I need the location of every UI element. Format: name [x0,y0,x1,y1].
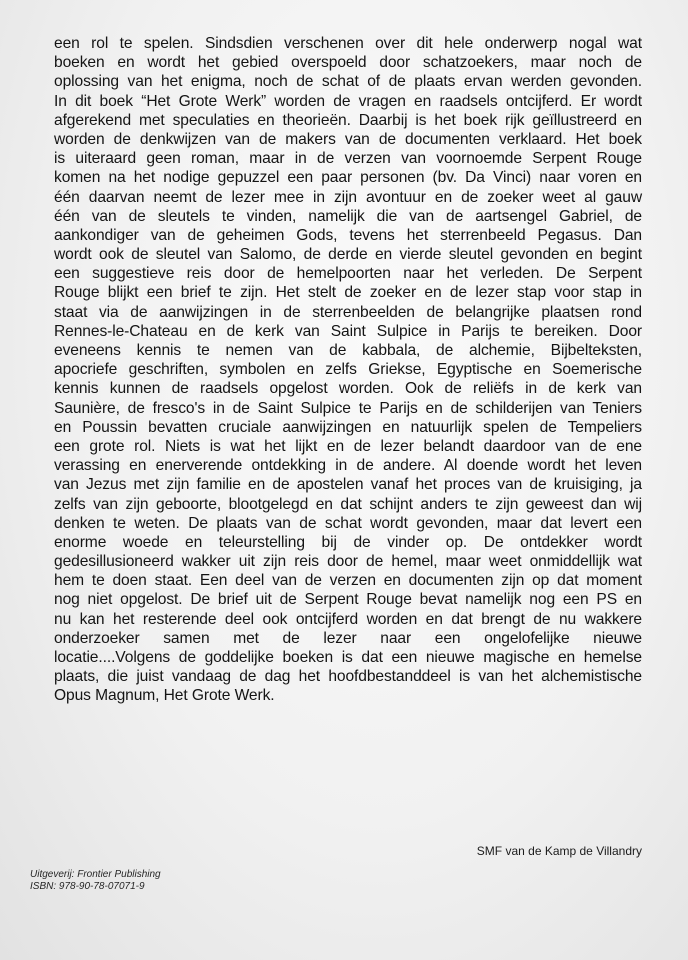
publisher-name: Uitgeverij: Frontier Publishing [30,869,161,880]
text-line: een suggestieve reis door de hemelpoorten naar het verleden. De Serpent [54,265,642,283]
text-line: In dit boek “Het Grote Werk” worden de vragen en raadsels ontcijferd. Er wordt [54,92,642,110]
text-line: Saunière, de fresco's in de Saint Sulpice te Parijs en de schilderijen van Teniers [54,399,642,417]
text-line: Rennes-le-Chateau en de kerk van Saint Sulpice in Parijs te bereiken. Door [54,322,642,340]
text-line: eveneens kennis te nemen van de kabbala, de alchemie, Bijbelteksten, [54,342,642,359]
text-line: een rol te spelen. Sindsdien verschenen over dit hele onderwerp nogal wat [54,35,642,52]
text-line: en Poussin bevatten cruciale aanwijzingen en natuurlijk spelen de Tempeliers [54,418,642,436]
author-signature: SMF van de Kamp de Villandry [476,844,642,858]
isbn: ISBN: 978-90-78-07071-9 [30,881,145,892]
text-line: Opus Magnum, Het Grote Werk. [54,687,275,705]
text-line: enorme woede en teleurstelling bij de vinder op. De ontdekker wordt [54,533,642,551]
text-line: één daarvan neemt de lezer mee in zijn avontuur en de zoeker weet al gauw [54,188,642,206]
body-text [54,34,642,706]
text-line: een grote rol. Niets is wat het lijkt en de lezer belandt daardoor van de ene [54,437,642,455]
text-line: plaats, die juist vandaag de dag het hoofdbestanddeel is van het alchemistische [54,668,642,686]
text-line: komen na het nodige gepuzzel een paar personen (bv. Da Vinci) naar voren en [54,169,642,187]
text-line: Rouge blijkt een brief te zijn. Het stelt de zoeker en de lezer stap voor stap in [54,284,642,302]
text-line: nu kan het resterende deel ook ontcijferd worden en dat brengt de nu wakkere [54,610,642,628]
text-line: is uiteraard geen roman, maar in de verzen van voornoemde Serpent Rouge [54,150,642,168]
text-line: afgerekend met speculaties en theorieën. Daarbij is het boek rijk geïllustreerd en [54,111,642,129]
text-line: hem te doen staat. Een deel van de verzen en documenten zijn op dat moment [54,572,642,590]
text-line: verassing en enerverende ontdekking in de andere. Al doende wordt het leven [54,457,642,475]
text-line: locatie....Volgens de goddelijke boeken is dat een nieuwe magische en hemelse [54,649,642,666]
text-line: onderzoeker samen met de lezer naar een ongelofelijke nieuwe [54,629,642,647]
text-line: kennis kunnen de raadsels opgelost worden. Ook de reliëfs in de kerk van [54,380,642,398]
text-line: zelfs van zijn geboorte, blootgelegd en dat schijnt anders te zijn geweest dan wij [54,495,642,513]
text-line: worden de denkwijzen van de makers van de documenten verklaard. Het boek [54,130,642,148]
text-line: aankondiger van de geheimen Gods, tevens het sterrenbeeld Pegasus. Dan [54,226,642,244]
text-line: één van de sleutels te vinden, namelijk die van de aartsengel Gabriel, de [54,207,642,225]
text-line: wordt ook de sleutel van Salomo, de derde en vierde sleutel gevonden en begint [54,246,642,264]
text-line: denken te weten. De plaats van de schat wordt gevonden, maar dat levert een [54,514,642,532]
text-line: gedesillusioneerd wakker uit zijn reis door de hemel, maar weet onmiddellijk wat [54,553,642,571]
text-line: van Jezus met zijn familie en de apostelen vanaf het proces van de kruisiging, ja [54,476,642,494]
text-line: nog niet opgelost. De brief uit de Serpent Rouge bevat namelijk nog een PS en [54,591,642,609]
text-line: oplossing van het enigma, noch de schat of de plaats ervan werden gevonden. [54,73,642,91]
publisher-info [30,869,161,893]
text-line: staat via de aanwijzingen in de sterrenbeelden de belangrijke plaatsen rond [54,303,642,321]
text-line: boeken en wordt het gebied overspoeld door schatzoekers, maar noch de [54,54,642,72]
text-line: apocriefe geschriften, symbolen en zelfs Griekse, Egyptische en Soemerische [54,361,642,379]
